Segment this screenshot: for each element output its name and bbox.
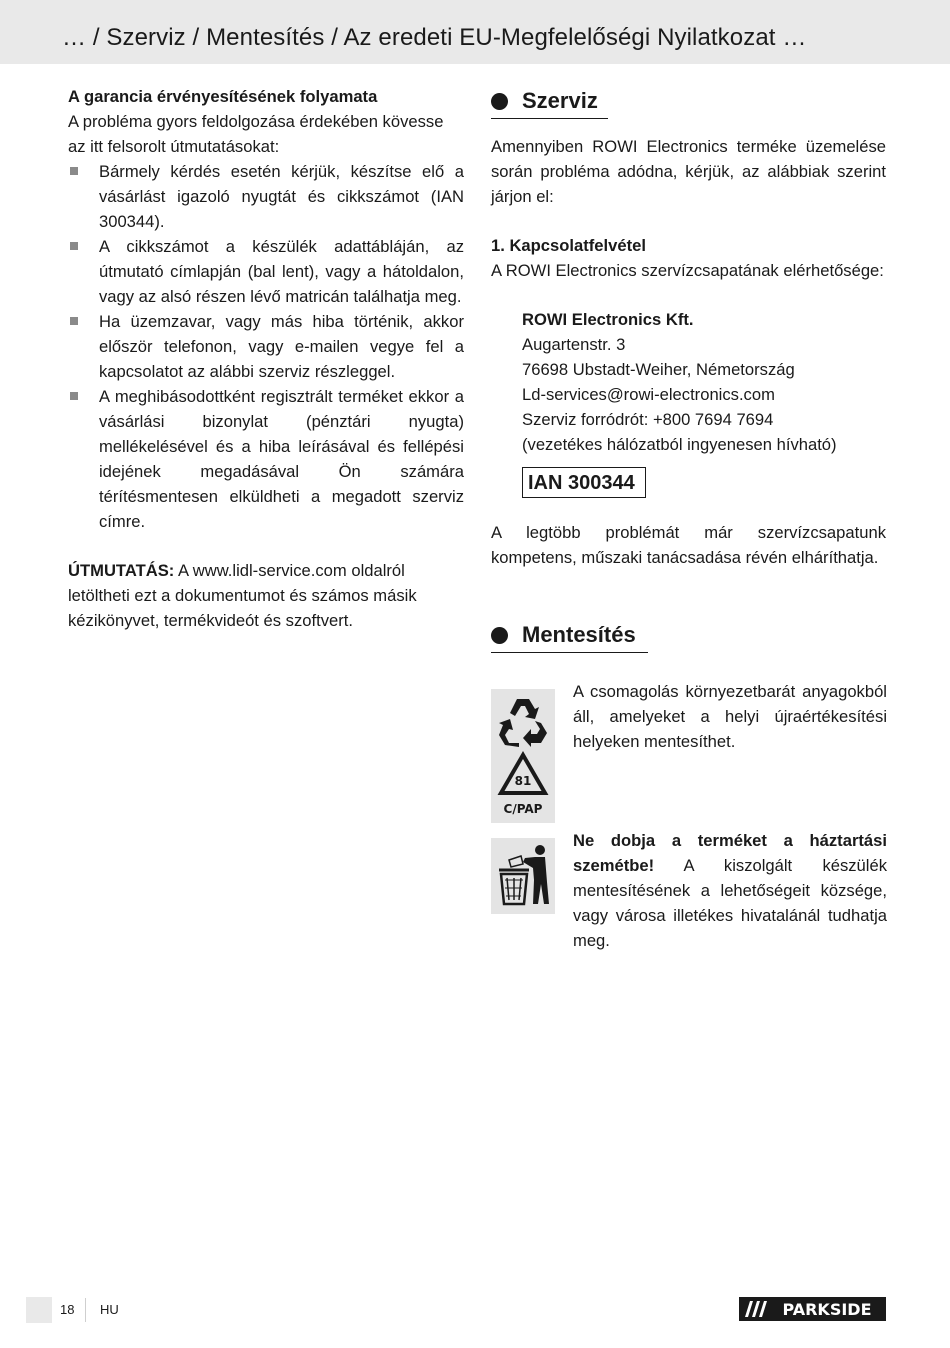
list-item: A cikkszámot a készülék adattábláján, az útmutató címlapján (bal lent), vagy a hátoldalon, vagy az alsó részen lévő matricán találhatja meg. [68,234,464,309]
brand-name: PARKSIDE [782,1300,872,1319]
warning-bold: Ne dobja a terméket a háztartási szemétbe! [573,831,887,875]
trash-icon-box [491,838,555,914]
service-closing: A legtöbb problémát már szervízcsapatunk kompetens, műszaki tanácsadása révén elháríthatja. [491,523,886,567]
bullet-square-icon [70,242,78,250]
recycle-code: 81 [514,774,532,788]
contact-text: A ROWI Electronics szervízcsapatának elérhetősége: [491,261,884,280]
note-text: A www.lidl-service.com oldalról letöltheti ezt a dokumentumot és számos másik kézikönyvet, termékvideót és szoftvert. [68,561,417,630]
warranty-intro: A probléma gyors feldolgozása érdekében kövesse az itt felsorolt útmutatásokat: [68,112,444,156]
left-column [68,84,464,633]
no-household-waste-icon [491,838,555,914]
hotline: Szerviz forródrót: +800 7694 7694 [522,410,774,429]
disposal-content [491,679,886,979]
recycle-material: C/PAP [503,802,543,816]
bullet-square-icon [70,317,78,325]
warning-text: A kiszolgált készülék mentesítésének a lehetőségeit községe, vagy városa illetékes hivatalánál tudhatja meg. [573,856,887,950]
city: 76698 Ubstadt-Weiher, Németország [522,360,795,379]
recycling-icon-box [491,689,555,823]
disposal-section-heading [491,620,886,654]
section-bullet-icon [491,93,508,110]
page-header [0,0,950,64]
bullet-square-icon [70,167,78,175]
footer-divider [85,1298,86,1322]
heading-underline [491,652,648,653]
note-label: ÚTMUTATÁS: [68,561,175,580]
parkside-logo [739,1297,886,1321]
section-bullet-icon [491,627,508,644]
bullet-square-icon [70,392,78,400]
disposal-title: Mentesítés [522,622,636,647]
page-number-marker [26,1297,52,1323]
warranty-steps-list [68,159,464,534]
ian-badge: IAN 300344 [522,467,646,498]
download-note [68,558,464,633]
email[interactable]: Ld-services@rowi-electronics.com [522,385,775,404]
recycle-arrows-icon [491,689,555,823]
service-title: Szerviz [522,88,598,113]
page-title: … / Szerviz / Mentesítés / Az eredeti EU-Megfelelőségi Nyilatkozat … [62,24,807,51]
disposal-warning [573,828,887,953]
service-section-heading [491,86,886,120]
packaging-text: A csomagolás környezetbarát anyagokból áll, amelyeket a helyi újraértékesítési helyeken mentesíthet. [573,682,887,751]
list-item: Ha üzemzavar, vagy más hiba történik, akkor először telefonon, vagy e-mailen vegye fel a kapcsolatot az alábbi szerviz részleggel. [68,309,464,384]
contact-heading: 1. Kapcsolatfelvétel [491,236,646,255]
hotline-note: (vezetékes hálózatból ingyenesen hívható) [522,435,837,454]
street: Augartenstr. 3 [522,335,626,354]
page-number: 18 [60,1302,75,1317]
right-column [491,84,886,979]
warranty-heading: A garancia érvényesítésének folyamata [68,87,378,106]
list-item: A meghibásodottként regisztrált terméket ekkor a vásárlási bizonylat (pénztári nyugta) mellékelésével és a hiba leírásával és fellépési idejének megadásával Ön számára térítésmentesen elküldheti a megadott szerviz címre. [68,384,464,534]
language-code: HU [100,1302,119,1317]
service-intro: Amennyiben ROWI Electronics terméke üzemelése során probléma adódna, kérjük, az alábbiak szerint járjon el: [491,137,886,206]
service-address [491,307,886,457]
list-item: Bármely kérdés esetén kérjük, készítse elő a vásárlást igazoló nyugtát és cikkszámot (IAN 300344). [68,159,464,234]
company-name: ROWI Electronics Kft. [522,310,694,329]
heading-underline [491,118,608,119]
